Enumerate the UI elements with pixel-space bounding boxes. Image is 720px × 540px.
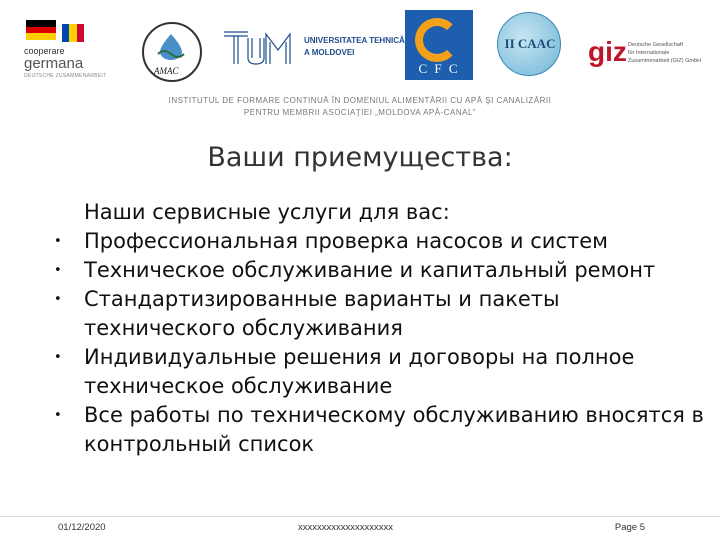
utm-logo bbox=[222, 28, 405, 68]
list-item bbox=[54, 343, 704, 401]
list-item bbox=[54, 401, 704, 459]
coop-line2: germana bbox=[24, 55, 84, 72]
utm-line2: A MOLDOVEI bbox=[304, 48, 355, 57]
coop-line1: cooperare bbox=[24, 46, 65, 56]
list-item-text: Все работы по техническому обслуживанию вносятся в контрольный список bbox=[84, 403, 704, 456]
cooperare-germana-logo bbox=[18, 20, 113, 78]
partner-logos bbox=[0, 0, 720, 92]
bullet-icon: • bbox=[54, 292, 62, 307]
slide-content bbox=[54, 198, 704, 459]
utm-line1: UNIVERSITATEA TEHNICĂ bbox=[304, 36, 405, 45]
institute-line1: INSTITUTUL DE FORMARE CONTINUĂ ÎN DOMENIUL ALIMENTĂRII CU APĂ ŞI CANALIZĂRII bbox=[168, 96, 552, 105]
giz-logo bbox=[588, 38, 713, 78]
amac-water-icon bbox=[154, 32, 188, 62]
bullet-icon: • bbox=[54, 263, 62, 278]
intro-text: Наши сервисные услуги для вас: bbox=[84, 200, 450, 224]
germany-flag-icon bbox=[26, 20, 56, 40]
coop-line3: DEUTSCHE ZUSAMMENARBEIT bbox=[24, 73, 107, 79]
footer-page-number: Page 5 bbox=[614, 522, 645, 533]
list-item-text: Индивидуальные решения и договоры на полное техническое обслуживание bbox=[84, 345, 635, 398]
amac-logo bbox=[140, 22, 204, 84]
list-item-text: Профессиональная проверка насосов и систем bbox=[84, 229, 608, 253]
footer-center-text: xxxxxxxxxxxxxxxxxxxx bbox=[298, 522, 393, 533]
footer-date: 01/12/2020 bbox=[58, 522, 106, 533]
cfc-c-icon bbox=[415, 18, 459, 62]
cfc-logo bbox=[405, 10, 473, 80]
slide-title: Ваши приемущества: bbox=[207, 142, 513, 173]
giz-mark: giz bbox=[588, 36, 627, 67]
bullet-icon: • bbox=[54, 408, 62, 423]
bullet-icon: • bbox=[54, 350, 62, 365]
bullet-icon: • bbox=[54, 234, 62, 249]
moldova-flag-icon bbox=[62, 24, 84, 42]
caac-label: II CAAC bbox=[504, 36, 556, 51]
institute-line2: PENTRU MEMBRII ASOCIAŢIEI „MOLDOVA APĂ-CANAL” bbox=[243, 108, 477, 117]
list-item bbox=[54, 256, 704, 285]
benefits-list bbox=[54, 227, 704, 459]
giz-line3: Zusammenarbeit (GIZ) GmbH bbox=[628, 58, 702, 64]
amac-label: AMAC bbox=[154, 66, 179, 76]
giz-line1: Deutsche Gesellschaft bbox=[628, 42, 684, 48]
utm-mark-icon bbox=[222, 28, 294, 66]
list-item bbox=[54, 285, 704, 343]
list-item bbox=[54, 227, 704, 256]
caac-logo bbox=[497, 12, 563, 78]
list-item-text: Стандартизированные варианты и пакеты технического обслуживания bbox=[84, 287, 560, 340]
footer-divider bbox=[0, 516, 720, 517]
cfc-label: C F C bbox=[418, 61, 460, 76]
giz-line2: für Internationale bbox=[628, 50, 670, 56]
slide-footer bbox=[0, 516, 720, 540]
list-item-text: Техническое обслуживание и капитальный ремонт bbox=[84, 258, 656, 282]
